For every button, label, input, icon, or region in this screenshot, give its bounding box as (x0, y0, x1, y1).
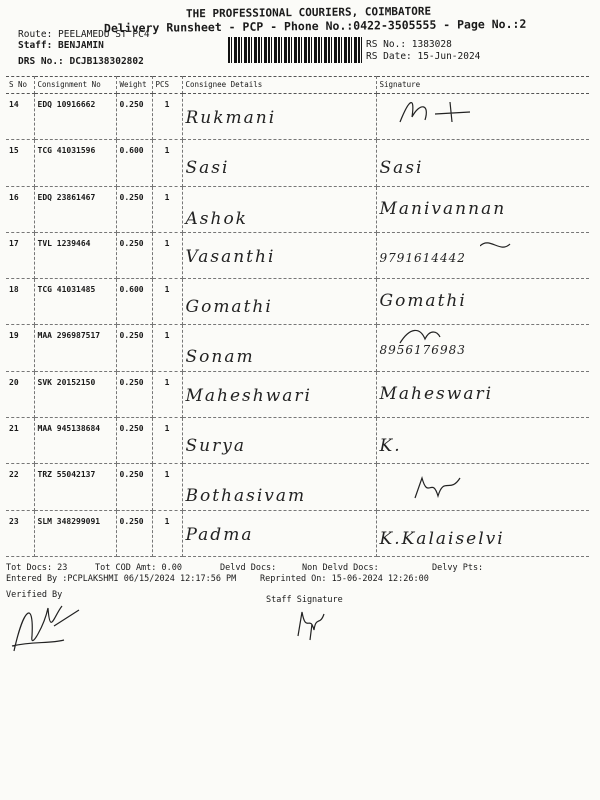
runsheet-subtitle: Delivery Runsheet - PCP - Phone No.:0422-3505555 - Page No.:2 (103, 16, 527, 36)
col-consignment: Consignment No (34, 77, 116, 94)
row-consignment-no: EDQ 10916662 (34, 94, 116, 140)
row-consignment-no: MAA 945138684 (34, 418, 116, 464)
consignee-handwriting: Bothasivam (185, 486, 307, 507)
consignee-handwriting: Sonam (185, 347, 255, 368)
consignee-handwriting: Gomathi (185, 297, 273, 318)
non-delivered-docs: Non Delvd Docs: (302, 563, 379, 573)
signature-handwriting: Gomathi (379, 291, 467, 312)
row-consignee (182, 279, 376, 325)
row-signature (376, 464, 589, 510)
row-consignment-no: TRZ 55042137 (34, 464, 116, 510)
staff-signature (290, 606, 330, 646)
verifier-signature (4, 596, 84, 656)
barcode (228, 37, 363, 63)
col-weight: Weight (116, 77, 152, 94)
row-consignment-no: EDQ 23861467 (34, 186, 116, 232)
row-pcs: 1 (152, 279, 182, 325)
row-consignee (182, 510, 376, 556)
row-signature (376, 279, 589, 325)
row-consignee (182, 94, 376, 140)
signature-handwriting: Sasi (379, 158, 424, 179)
row-signature (376, 186, 589, 232)
row-pcs: 1 (152, 186, 182, 232)
col-signature: Signature (376, 77, 589, 94)
row-weight: 0.250 (116, 325, 152, 371)
row-sno: 17 (6, 232, 34, 278)
row-signature (376, 418, 589, 464)
signature-handwriting: Manivannan (379, 198, 507, 219)
row22-signature-scribble (410, 470, 470, 504)
consignee-handwriting: Surya (185, 436, 246, 457)
row-weight: 0.250 (116, 94, 152, 140)
delivery-points: Delvy Pts: (432, 563, 484, 573)
row-consignment-no: TVL 1239464 (34, 232, 116, 278)
row-pcs: 1 (152, 418, 182, 464)
row14-signature-scribble (390, 92, 480, 134)
table-row (6, 94, 589, 140)
signature-handwriting: K.Kalaiselvi (379, 528, 505, 549)
row-consignment-no: SLM 348299091 (34, 510, 116, 556)
row-pcs: 1 (152, 94, 182, 140)
row-consignee (182, 140, 376, 186)
consignee-handwriting: Sasi (185, 158, 230, 179)
staff-label: Staff: BENJAMIN (18, 40, 104, 51)
row17-signature-scribble (480, 236, 560, 256)
row-weight: 0.250 (116, 464, 152, 510)
col-pcs: PCS (152, 77, 182, 94)
row-pcs: 1 (152, 232, 182, 278)
verified-by-label: Verified By (6, 590, 63, 600)
row-sno: 18 (6, 279, 34, 325)
row-signature (376, 140, 589, 186)
route-label: Route: PEELAMEDU ST PC4 (18, 29, 150, 40)
row-consignee (182, 371, 376, 417)
row-pcs: 1 (152, 325, 182, 371)
row-weight: 0.250 (116, 371, 152, 417)
row-pcs: 1 (152, 371, 182, 417)
rs-date: RS Date: 15-Jun-2024 (366, 51, 481, 62)
drs-number: DRS No.: DCJB138302802 (18, 56, 144, 67)
table-row (6, 279, 589, 325)
row-weight: 0.250 (116, 418, 152, 464)
row-consignment-no: SVK 20152150 (34, 371, 116, 417)
row-sno: 19 (6, 325, 34, 371)
row-consignee (182, 232, 376, 278)
total-docs: Tot Docs: 23 (6, 563, 68, 573)
row-consignment-no: MAA 296987517 (34, 325, 116, 371)
row-sno: 16 (6, 186, 34, 232)
signature-handwriting: Maheswari (379, 383, 494, 404)
consignee-handwriting: Padma (185, 524, 254, 545)
table-header-row (6, 77, 589, 94)
col-sno: S No (6, 77, 34, 94)
row-weight: 0.600 (116, 279, 152, 325)
table-row (6, 418, 589, 464)
consignee-handwriting: Rukmani (185, 108, 277, 128)
runsheet-table (6, 76, 589, 557)
entered-by: Entered By :PCPLAKSHMI 06/15/2024 12:17:56 PM (6, 574, 237, 584)
row-pcs: 1 (152, 140, 182, 186)
row-weight: 0.250 (116, 186, 152, 232)
row-sno: 15 (6, 140, 34, 186)
staff-signature-label: Staff Signature (266, 595, 343, 605)
rs-number: RS No.: 1383028 (366, 39, 452, 50)
table-row (6, 325, 589, 371)
table-row (6, 510, 589, 556)
row-consignment-no: TCG 41031485 (34, 279, 116, 325)
row-pcs: 1 (152, 464, 182, 510)
row-consignee (182, 186, 376, 232)
table-row (6, 186, 589, 232)
row-sno: 23 (6, 510, 34, 556)
reprinted-on: Reprinted On: 15-06-2024 12:26:00 (260, 574, 429, 584)
row-sno: 21 (6, 418, 34, 464)
table-row (6, 371, 589, 417)
row-sno: 22 (6, 464, 34, 510)
table-row (6, 464, 589, 510)
col-consignee: Consignee Details (182, 77, 376, 94)
row-consignment-no: TCG 41031596 (34, 140, 116, 186)
signature-note: 9791614442 (379, 250, 466, 265)
row-consignee (182, 418, 376, 464)
signature-note: 8956176983 (379, 343, 466, 358)
consignee-handwriting: Vasanthi (185, 246, 276, 267)
row-pcs: 1 (152, 510, 182, 556)
row19-signature-scribble (395, 325, 445, 349)
row-weight: 0.250 (116, 510, 152, 556)
row-weight: 0.600 (116, 140, 152, 186)
consignee-handwriting: Maheshwari (185, 385, 312, 406)
company-title: THE PROFESSIONAL COURIERS, COIMBATORE (185, 4, 432, 21)
total-cod: Tot COD Amt: 0.00 (95, 563, 182, 573)
table-row (6, 140, 589, 186)
row-signature (376, 371, 589, 417)
row-sno: 14 (6, 94, 34, 140)
signature-handwriting: K. (379, 436, 402, 457)
consignee-handwriting: Ashok (185, 208, 248, 229)
row-consignee (182, 325, 376, 371)
row-sno: 20 (6, 371, 34, 417)
row-weight: 0.250 (116, 232, 152, 278)
delivered-docs: Delvd Docs: (220, 563, 277, 573)
row-consignee (182, 464, 376, 510)
row-signature (376, 510, 589, 556)
